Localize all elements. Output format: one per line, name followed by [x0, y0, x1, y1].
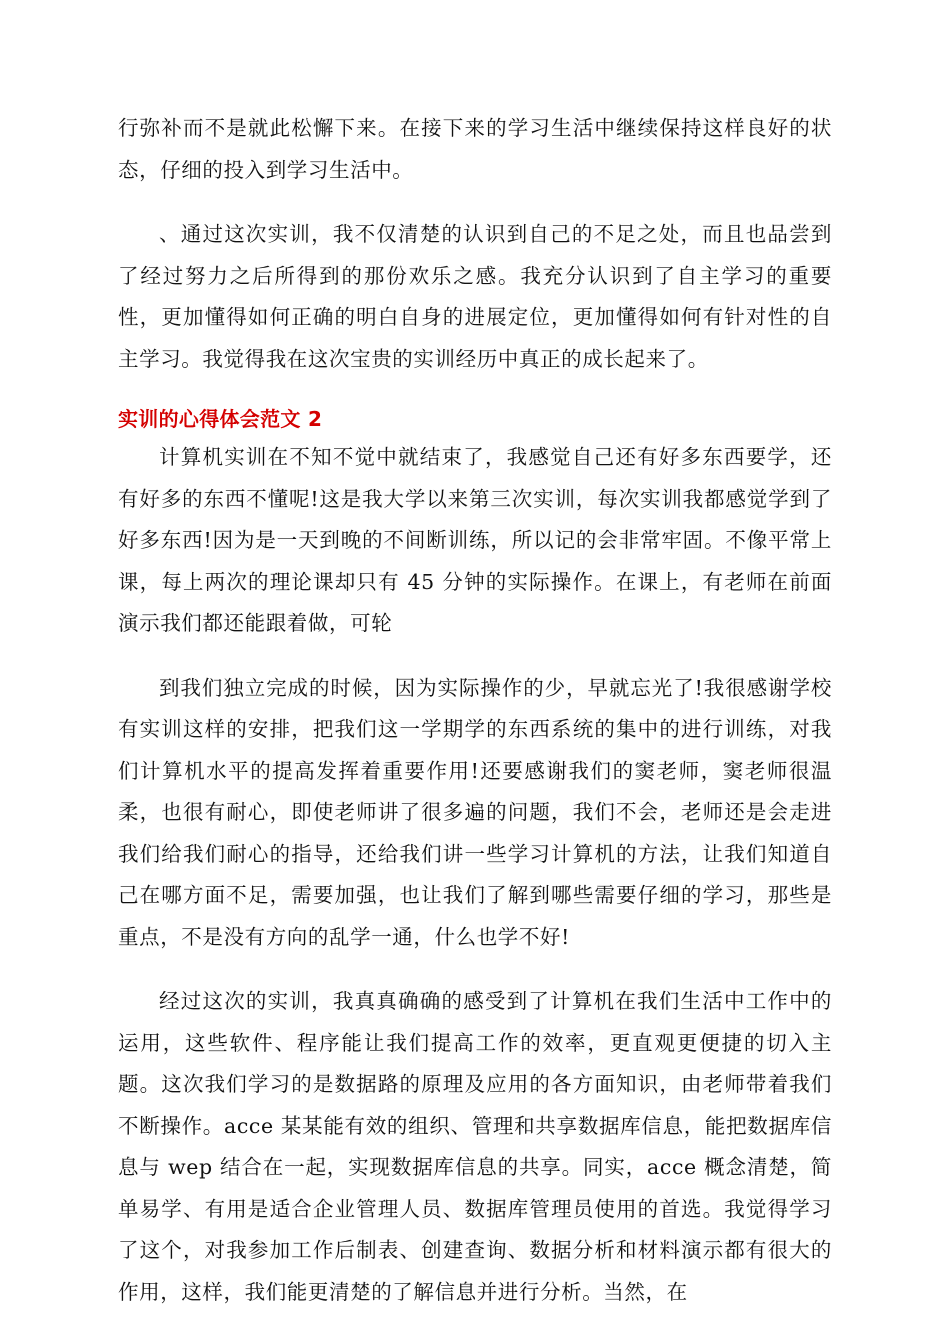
paragraph-reflection: 、通过这次实训，我不仅清楚的认识到自己的不足之处，而且也品尝到了经过努力之后所得到的那份欢乐之感。我充分认识到了自主学习的重要性，更加懂得如何正确的明白自身的进展定位，更加懂得如何有针对性的自主学习。我觉得我在这次宝贵的实训经历中真正的成长起来了。 — [118, 222, 832, 371]
section-heading: 实训的心得体会范文 2 — [118, 407, 323, 431]
paragraph-experience: 经过这次的实训，我真真确确的感受到了计算机在我们生活中工作中的运用，这些软件、程序能让我们提高工作的效率，更直观更便捷的切入主题。这次我们学习的是数据路的原理及应用的各方面知识，由老师带着我们不断操作。acce 某某能有效的组织、管理和共享数据库信息，能把数据库信息与 wep 结合在一起，实现数据库信息的共享。同实，acce 概念清楚，简单易学、有用是适合企业管理人员、数据库管理员使用的首选。我觉得学习了这个，对我参加工作后制表、创建查询、数据分析和材料演示都有很大的作用，这样，我们能更清楚的了解信息并进行分析。当然，在 — [118, 989, 832, 1304]
paragraph-continuation: 行弥补而不是就此松懈下来。在接下来的学习生活中继续保持这样良好的状态，仔细的投入到学习生活中。 — [118, 116, 832, 182]
paragraph-intro: 计算机实训在不知不觉中就结束了，我感觉自己还有好多东西要学，还有好多的东西不懂呢!这是我大学以来第三次实训，每次实训我都感觉学到了好多东西!因为是一天到晚的不间断训练，所以记的会非常牢固。不像平常上课，每上两次的理论课却只有 45 分钟的实际操作。在课上，有老师在前面演示我们都还能跟着做，可轮 — [118, 445, 832, 635]
paragraph-gratitude: 到我们独立完成的时候，因为实际操作的少，早就忘光了!我很感谢学校有实训这样的安排，把我们这一学期学的东西系统的集中的进行训练，对我们计算机水平的提高发挥着重要作用!还要感谢我们的窦老师，窦老师很温柔，也很有耐心，即使老师讲了很多遍的问题，我们不会，老师还是会走进我们给我们耐心的指导，还给我们讲一些学习计算机的方法，让我们知道自己在哪方面不足，需要加强，也让我们了解到哪些需要仔细的学习，那些是重点，不是没有方向的乱学一通，什么也学不好! — [118, 675, 832, 949]
